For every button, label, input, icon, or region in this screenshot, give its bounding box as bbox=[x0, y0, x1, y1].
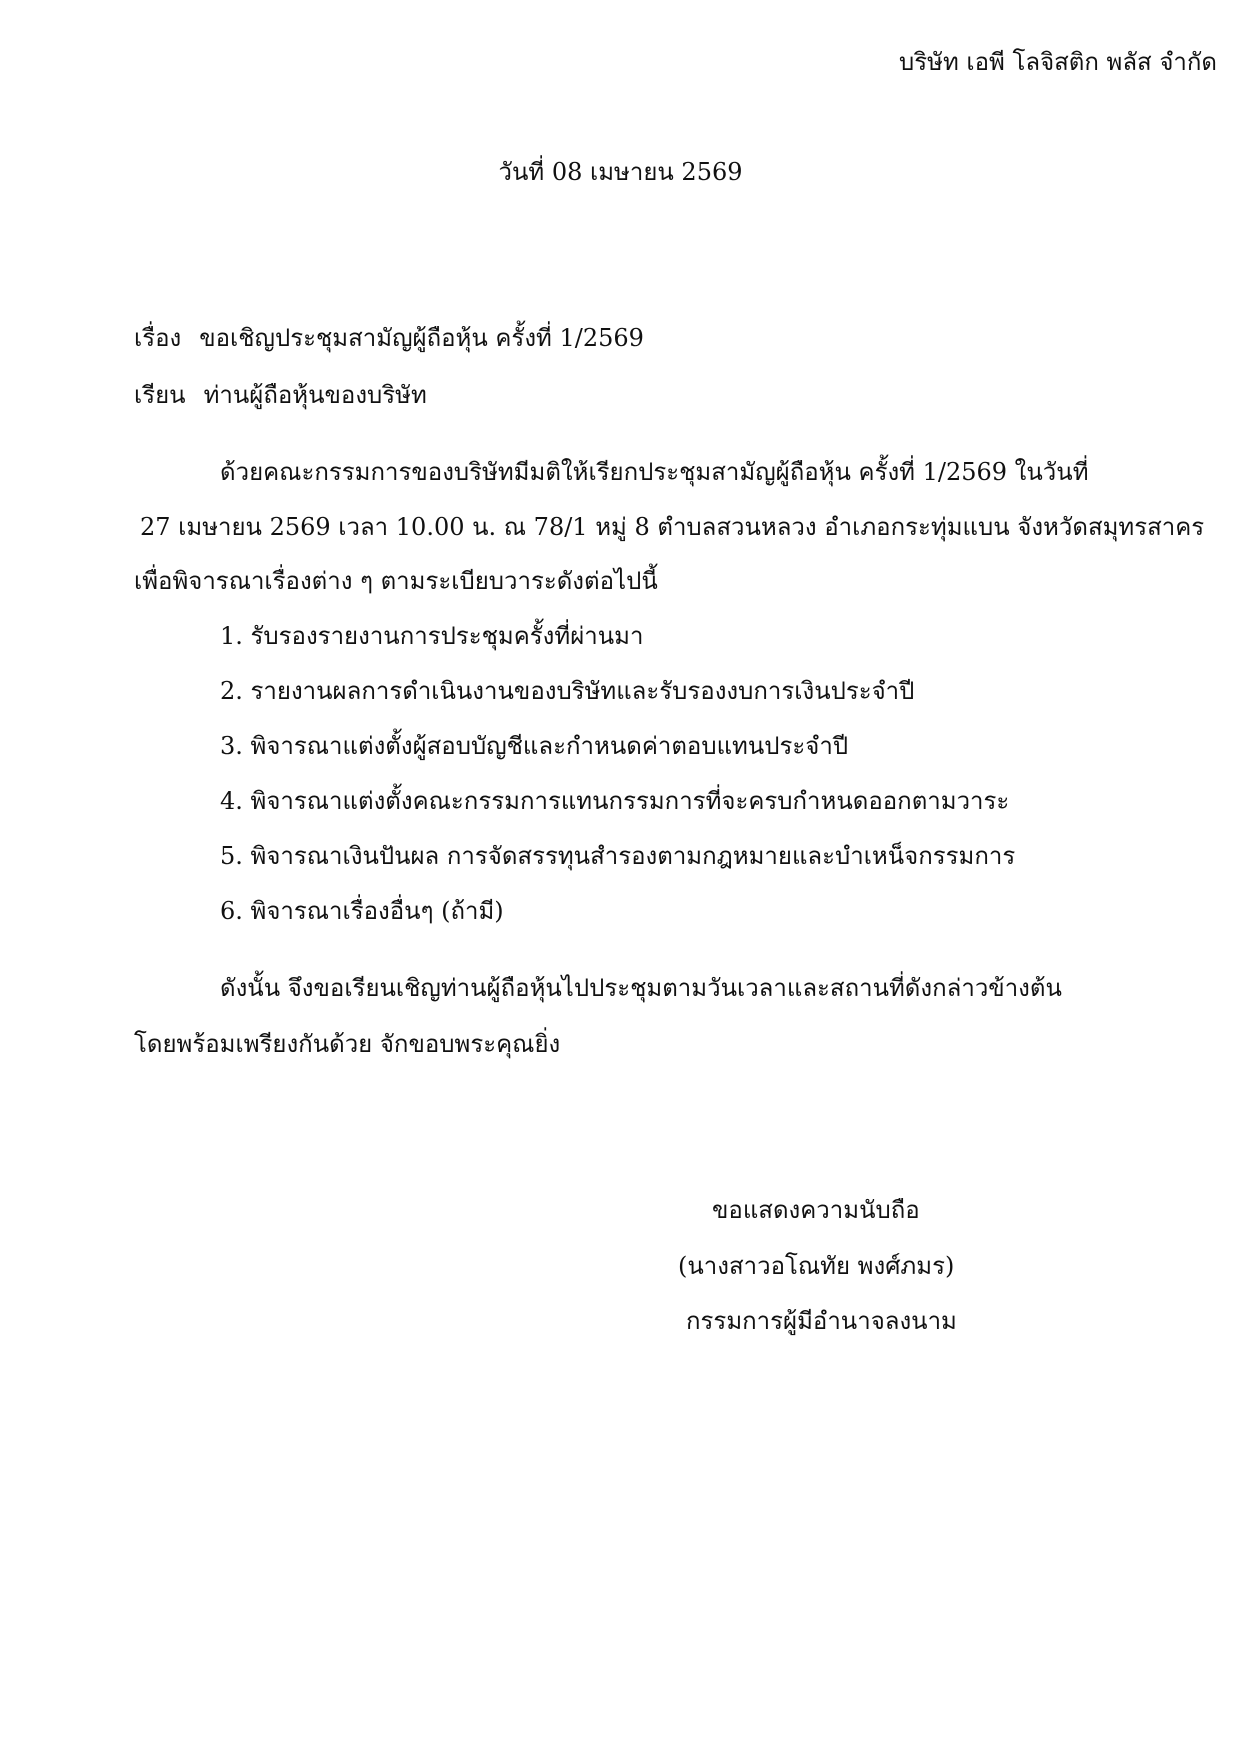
agenda-item: 4. พิจารณาแต่งตั้งคณะกรรมการแทนกรรมการที่จะครบกำหนดออกตามวาระ bbox=[220, 787, 1010, 815]
subject-label: เรื่อง bbox=[134, 324, 182, 352]
body-paragraph-line: เพื่อพิจารณาเรื่องต่าง ๆ ตามระเบียบวาระดังต่อไปนี้ bbox=[134, 567, 658, 595]
agenda-item: 2. รายงานผลการดำเนินงานของบริษัทและรับรองงบการเงินประจำปี bbox=[220, 677, 915, 705]
signer-name: (นางสาวอโณทัย พงศ์ภมร) bbox=[678, 1252, 955, 1280]
subject-text: ขอเชิญประชุมสามัญผู้ถือหุ้น ครั้งที่ 1/2569 bbox=[199, 324, 644, 352]
agenda-item: 6. พิจารณาเรื่องอื่นๆ (ถ้ามี) bbox=[220, 897, 504, 925]
body-paragraph-line: ด้วยคณะกรรมการของบริษัทมีมติให้เรียกประชุมสามัญผู้ถือหุ้น ครั้งที่ 1/2569 ในวันที่ bbox=[220, 458, 1089, 486]
closing-paragraph-line: โดยพร้อมเพรียงกันด้วย จักขอบพระคุณยิ่ง bbox=[134, 1030, 561, 1058]
body-paragraph-line: 27 เมษายน 2569 เวลา 10.00 น. ณ 78/1 หมู่ 8 ตำบลสวนหลวง อำเภอกระทุ่มแบน จังหวัดสมุทรสาคร bbox=[140, 513, 1205, 541]
agenda-item: 3. พิจารณาแต่งตั้งผู้สอบบัญชีและกำหนดค่าตอบแทนประจำปี bbox=[220, 732, 849, 760]
agenda-list bbox=[220, 622, 1015, 952]
signoff: ขอแสดงความนับถือ bbox=[712, 1196, 920, 1224]
recipient-label: เรียน bbox=[134, 381, 186, 409]
signer-title: กรรมการผู้มีอำนาจลงนาม bbox=[686, 1307, 957, 1335]
recipient-line bbox=[134, 381, 427, 410]
letter-date: วันที่ 08 เมษายน 2569 bbox=[498, 158, 743, 186]
closing-paragraph-line: ดังนั้น จึงขอเรียนเชิญท่านผู้ถือหุ้นไปประชุมตามวันเวลาและสถานที่ดังกล่าวข้างต้น bbox=[220, 974, 1062, 1002]
agenda-item: 5. พิจารณาเงินปันผล การจัดสรรทุนสำรองตามกฎหมายและบำเหน็จกรรมการ bbox=[220, 842, 1016, 870]
subject-line bbox=[134, 324, 644, 353]
agenda-item: 1. รับรองรายงานการประชุมครั้งที่ผ่านมา bbox=[220, 622, 644, 650]
company-name: บริษัท เอพี โลจิสติก พลัส จำกัด bbox=[899, 48, 1217, 76]
recipient-text: ท่านผู้ถือหุ้นของบริษัท bbox=[203, 381, 427, 409]
